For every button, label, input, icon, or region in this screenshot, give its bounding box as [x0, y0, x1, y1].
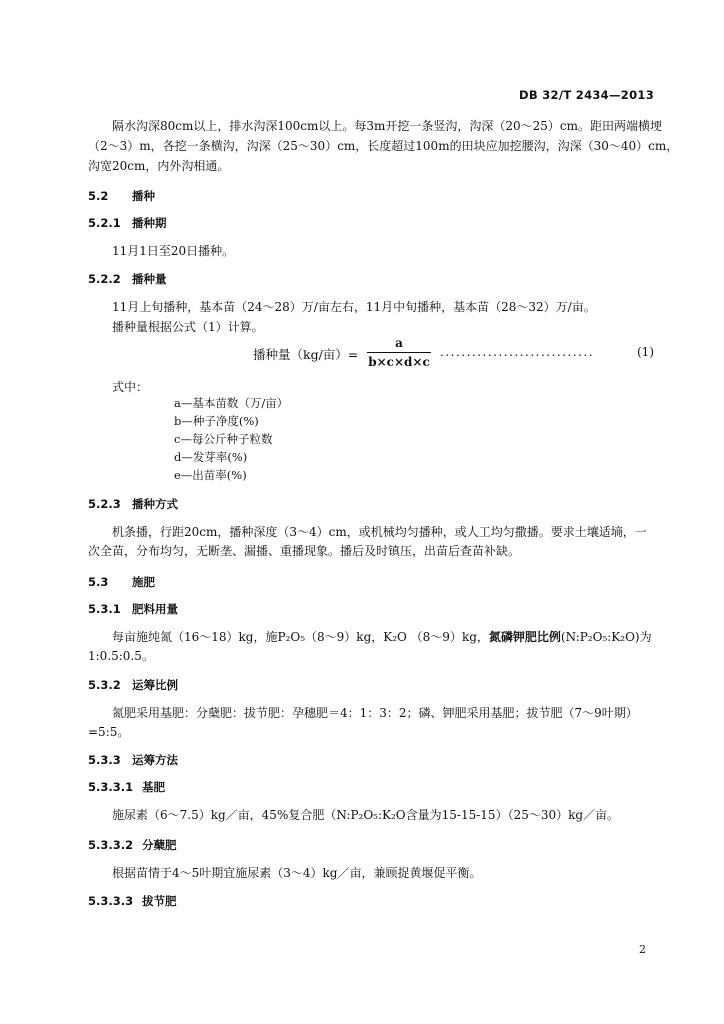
definition-c: c—每公斤种子粒数 [174, 432, 273, 446]
intro-line-2: （2～3）m，各挖一条横沟，沟深（25～30）cm，长度超过100m的田块应加挖腰沟，沟深（30～40）cm， [88, 139, 679, 153]
section-number: 5.3.3.1 [88, 780, 134, 794]
definition-a: a—基本苗数（万/亩） [174, 396, 289, 410]
section-number: 5.3.2 [88, 678, 121, 692]
intro-line-3: 沟宽20cm，内外沟相通。 [88, 159, 230, 173]
section-number: 5.2.3 [88, 497, 121, 511]
sowing-amount-text-2: 播种量根据公式（1）计算。 [112, 320, 264, 334]
section-number: 5.2.1 [88, 216, 121, 230]
fertilizer-amount-line-1 [112, 628, 652, 645]
section-title: 运筹比例 [132, 678, 178, 692]
heading-5-3-3-2 [88, 837, 177, 853]
sowing-period-text: 11月1日至20日播种。 [112, 244, 235, 258]
section-title: 运筹方法 [132, 753, 178, 767]
section-title: 肥料用量 [132, 602, 178, 616]
section-number: 5.3.3 [88, 753, 121, 767]
section-title: 拔节肥 [142, 894, 177, 908]
heading-5-3-1 [88, 601, 178, 617]
formula-fraction [367, 335, 431, 370]
npk-ratio-formula: (N:P₂O₅:K₂O)为 [560, 630, 652, 644]
ratio-line-1: 氮肥采用基肥：分蘖肥：拔节肥：孕穗肥＝4：1：3：2；磷、钾肥采用基肥；拔节肥（7～9叶期） [112, 706, 638, 720]
formula-numerator: a [395, 336, 403, 350]
heading-5-3 [88, 574, 155, 590]
section-number: 5.3 [88, 575, 109, 589]
section-title: 播种方式 [132, 497, 178, 511]
page-number: 2 [639, 943, 646, 956]
section-title: 分蘖肥 [142, 838, 177, 852]
formula-denominator: b×c×d×c [368, 355, 430, 369]
standard-number: DB 32/T 2434—2013 [519, 88, 654, 102]
section-title: 播种期 [132, 216, 167, 230]
section-number: 5.3.3.3 [88, 894, 134, 908]
section-title: 基肥 [142, 780, 165, 794]
where-label: 式中： [112, 380, 149, 394]
sowing-method-line-2: 次全苗，分布均匀，无断垄、漏播、重播现象。播后及时镇压，出苗后查苗补缺。 [88, 544, 521, 558]
heading-5-3-3-1 [88, 779, 165, 795]
heading-5-2 [88, 188, 155, 204]
sowing-method-line-1: 机条播，行距20cm，播种深度（3～4）cm，或机械均匀播种，或人工均匀撒播。要求土壤适墒，一 [112, 525, 647, 539]
heading-5-3-2 [88, 677, 178, 693]
formula-lhs: 播种量（kg/亩）= [253, 347, 359, 362]
fertilizer-amount-line-2: 1:0.5:0.5。 [88, 649, 154, 663]
base-fertilizer-text: 施尿素（6～7.5）kg／亩，45%复合肥（N:P₂O₅:K₂O含量为15-15-15）（25～30）kg／亩。 [112, 808, 620, 822]
tillering-fertilizer-text: 根据苗情于4～5叶期宜施尿素（3～4）kg／亩，兼顾捉黄堰促平衡。 [112, 866, 482, 880]
heading-5-2-1 [88, 215, 167, 231]
fraction-bar [367, 352, 431, 353]
heading-5-2-2 [88, 271, 167, 287]
heading-5-2-3 [88, 496, 178, 512]
fertilizer-amount-text: 每亩施纯氮（16～18）kg，施P₂O₅（8～9）kg，K₂O （8～9）kg， [112, 630, 489, 644]
section-number: 5.2.2 [88, 272, 121, 286]
definition-e: e—出苗率(%) [174, 468, 247, 482]
formula-leader-dots: ............................. [440, 345, 595, 359]
ratio-line-2: =5:5。 [88, 725, 130, 739]
section-number: 5.3.3.2 [88, 838, 134, 852]
section-title: 播种量 [132, 272, 167, 286]
formula-number: (1) [637, 345, 654, 359]
section-title: 施肥 [132, 575, 155, 589]
definition-b: b—种子净度(%) [174, 414, 259, 428]
definition-d: d—发芽率(%) [174, 450, 248, 464]
heading-5-3-3-3 [88, 893, 177, 909]
intro-line-1: 隔水沟深80cm以上，排水沟深100cm以上。每3m开挖一条竖沟，沟深（20～25）cm。距田两端横埂 [112, 119, 663, 133]
sowing-amount-text-1: 11月上旬播种，基本苗（24～28）万/亩左右，11月中旬播种，基本苗（28～32）万/亩。 [112, 300, 596, 314]
section-number: 5.2 [88, 189, 109, 203]
heading-5-3-3 [88, 752, 178, 768]
npk-ratio-label: 氮磷钾肥比例 [488, 630, 561, 644]
section-number: 5.3.1 [88, 602, 121, 616]
section-title: 播种 [132, 189, 155, 203]
